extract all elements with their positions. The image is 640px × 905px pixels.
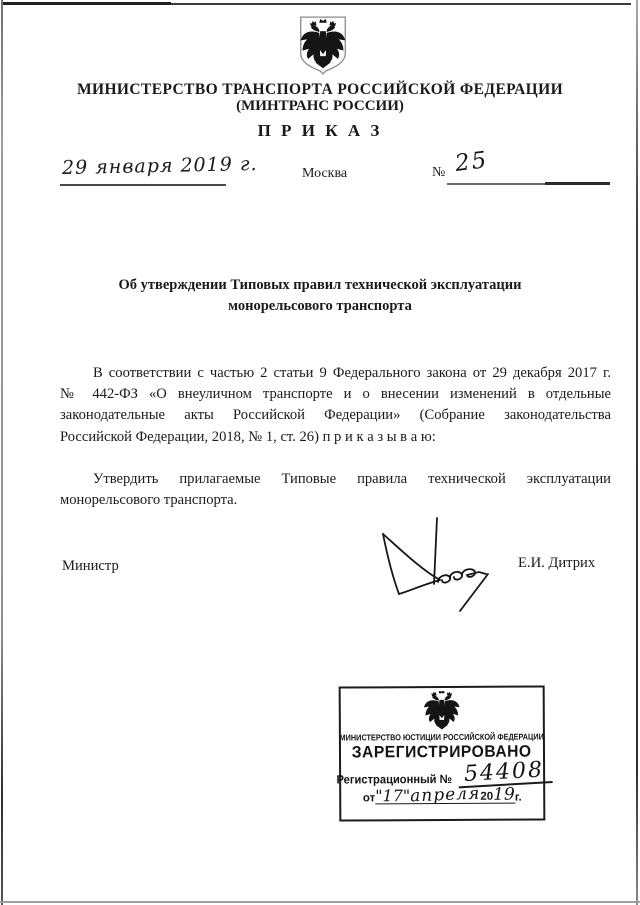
scan-artifact-bottom-line — [0, 901, 640, 903]
double-headed-eagle-icon — [420, 691, 464, 731]
date-underline — [60, 184, 226, 186]
scan-artifact-top-line — [3, 2, 171, 5]
stamp-reg-number-label: Регистрационный № — [336, 771, 453, 787]
stamp-date-year-handwritten: 19 — [493, 784, 515, 805]
body-paragraph-legal-basis — [60, 363, 611, 448]
stamp-date-underlined-group — [375, 783, 515, 807]
stamp-date-day-handwritten: "17" — [375, 786, 411, 806]
stamp-date-row — [362, 783, 522, 809]
stamp-ministry-name: МИНИСТЕРСТВО ЮСТИЦИИ РОССИЙСКОЙ ФЕДЕРАЦИИ — [339, 731, 545, 743]
document-type-heading: П Р И К А З — [257, 121, 383, 140]
order-title-line1: Об утверждении Типовых правил технической эксплуатации — [118, 277, 522, 293]
signer-name: Е.И. Дитрих — [518, 555, 596, 571]
number-sign: № — [432, 165, 446, 180]
russian-coat-of-arms-icon — [297, 13, 349, 77]
paragraph-line: В соответствии с частью 2 статьи 9 Федерального закона от 29 декабря 2017 г. — [93, 365, 611, 381]
city-label: Москва — [302, 166, 348, 181]
ministry-name-line2: (МИНТРАНС РОССИИ) — [236, 98, 404, 114]
paragraph-line: Российской Федерации, 2018, № 1, ст. 26) п р и к а з ы в а ю: — [60, 428, 436, 445]
stamp-date-month-handwritten: апреля — [409, 783, 481, 807]
stamp-registration-number-row — [332, 757, 551, 788]
signer-post-label: Министр — [62, 558, 119, 574]
handwritten-date: 29 января 2019 г. — [61, 152, 258, 180]
number-underline-dark-segment — [545, 182, 610, 185]
order-title-line2: монорельсового транспорта — [228, 298, 412, 314]
body-paragraph-resolution — [60, 469, 611, 511]
stamp-date-suffix: г. — [514, 791, 522, 804]
minister-signature-icon — [372, 512, 502, 618]
justice-ministry-registration-stamp — [336, 685, 546, 821]
paragraph-line: законодательные акты Российской Федерации» (Собрание законодательства — [60, 407, 611, 424]
handwritten-order-number: 25 — [453, 147, 490, 177]
paragraph-line: № 442-ФЗ «О внеуличном транспорте и о внесении изменений в отдельные — [60, 386, 611, 403]
paragraph-line: монорельсового транспорта. — [60, 492, 238, 509]
order-title — [45, 275, 595, 317]
scan-artifact-top-line-2 — [171, 3, 631, 5]
stamp-date-year-printed: 20 — [480, 790, 494, 803]
ministry-name-line1: МИНИСТЕРСТВО ТРАНСПОРТА РОССИЙСКОЙ ФЕДЕРАЦИИ — [76, 81, 564, 98]
paragraph-line: Утвердить прилагаемые Типовые правила технической эксплуатации — [93, 471, 611, 487]
stamp-date-prefix: от — [362, 792, 376, 805]
stamp-registered-label: ЗАРЕГИСТРИРОВАНО — [352, 742, 532, 762]
stamp-reg-number-handwritten: 54408 — [457, 759, 552, 788]
